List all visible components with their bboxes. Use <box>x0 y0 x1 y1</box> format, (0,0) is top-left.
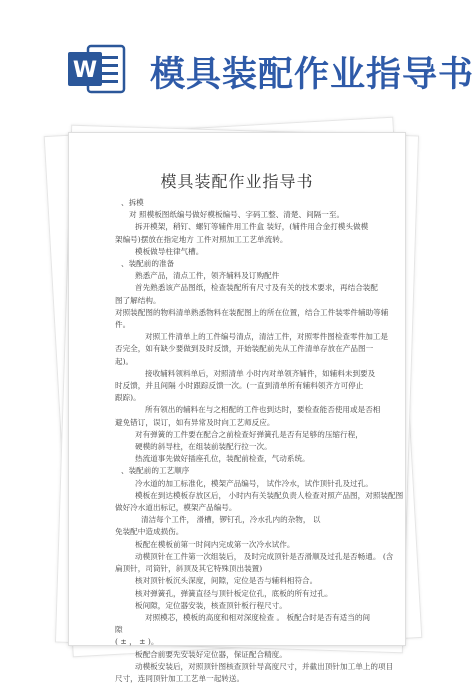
document-line: 、拆模 <box>121 198 144 207</box>
document-line: 隙 <box>115 625 123 635</box>
document-line: 做好冷水道出标记，模架产品编号。 <box>115 503 237 513</box>
document-line: 热流道事先做好插座孔位，装配前检查，气动系统。 <box>135 454 310 464</box>
document-line: 架编号)摆放在指定地方 工件对照加工工艺单流转。 <box>115 234 288 244</box>
document-line: 时反馈，并且间隔 小时跟踪反馈一次。(一直到清单所有辅料领齐方可停止 <box>115 381 364 391</box>
document-line: 、装配前的准备 <box>121 259 175 269</box>
document-body <box>115 197 404 685</box>
document-line: 冷水道的加工标准化，模架产品编号， 试作冷水，试作顶针孔及过孔。 <box>135 478 373 488</box>
document-line: 硬模的斜导柱，在组装前装配行拉一次。 <box>135 442 272 452</box>
document-line: 对有弹簧的工件要在配合之前检查好弹簧孔是否有足够的压缩行程， <box>135 429 363 439</box>
document-line: 起)。 <box>115 356 134 366</box>
header-banner <box>0 0 474 112</box>
document-line: ( ± ， ± )。 <box>115 637 159 647</box>
document-line: 首先熟悉该产品图纸，检查装配所有尺寸及有关的技术要求，再结合装配 <box>135 283 378 293</box>
document-line: 扁顶针，司筒针，斜顶及其它特殊顶出装置) <box>115 564 263 574</box>
document-line: 对照工件清单上的工件编号清点，清洁工件，对照零件图检查零件加工是 <box>145 332 388 342</box>
document-line: 尺寸，连同顶针加工工艺单一起转送。 <box>115 673 245 683</box>
document-line: 核对弹簧孔，弹簧直径与顶针板定位孔，底板的所有过孔。 <box>135 588 333 598</box>
document-line: 图了解结构。 <box>115 295 161 305</box>
document-line: 跟踪)。 <box>115 393 141 403</box>
document-line: 避免错订，误订，如有异常及时向工艺师反应。 <box>115 417 275 427</box>
document-line: 件。 <box>115 320 131 330</box>
document-line: 清洁每个工件， 滑槽，锣钉孔，冷水孔内的杂物， 以 <box>141 515 321 525</box>
document-line: 否完全，如有缺少要做到及时反馈，开始装配前先从工件清单存放在产品图一 <box>115 344 374 354</box>
document-line: 免装配中造成损伤。 <box>115 527 184 537</box>
document-line: 对照模芯，模板的高度和相对深度检查 。 板配合时是否有适当的间 <box>145 612 371 622</box>
document-line: 板配合前要先安装好定位器，保证配合精度。 <box>135 649 287 659</box>
document-line: 动模板安装后，对照顶针图核查顶针导高度尺寸，并截出顶针加工单上的项目 <box>135 661 394 671</box>
word-icon <box>66 40 126 98</box>
document-line: 板配在模板前第一时间内完成第一次冷水试作。 <box>135 539 295 549</box>
document-line: 所有领出的辅料在与之相配的工件也到达时，要检查能否使用或是否相 <box>145 405 381 415</box>
document-title: 模具装配作业指导书 <box>160 172 314 191</box>
document-page <box>68 132 406 683</box>
document-line: 接收辅料领料单后，对照清单 小时内对单领齐辅件，如辅料未到要及 <box>145 368 376 378</box>
document-line: 模板在到达模板存放区后， 小时内有关装配负责人检查对照产品图，对照装配图 <box>135 490 404 500</box>
word-icon-letter: W <box>72 58 98 83</box>
document-line: 核对顶针板沉头深度，间隙，定位是否与辅料相符合。 <box>135 576 318 586</box>
document-line: 对 照模板图纸编号做好模板编号、字码工整、清楚、间隔一至。 <box>129 210 345 220</box>
document-line: 熟悉产品，清点工件，领齐辅料及订购配件 <box>135 271 280 281</box>
page-title: 模具装配作业指导书 <box>150 55 474 95</box>
document-line: 对照装配图的物料清单熟悉物料在装配图上的所在位置，结合工件装零件辅助等辅 <box>115 307 389 317</box>
document-line: 板间隙，定位器安装，核查顶针板行程尺寸。 <box>135 600 287 610</box>
document-line: 、装配前的工艺顺序 <box>121 466 190 476</box>
document-line: 拆开模架，稍钉、螺钉等辅件用工件盒 装好，(辅件用合金打模头做模 <box>135 222 369 232</box>
document-line: 模板做导柱律气槽。 <box>135 246 204 256</box>
document-line: 动模顶针在工件第一次组装后， 及时完成顶针是否滑顺及过孔是否畅通。 (含 <box>135 551 394 561</box>
